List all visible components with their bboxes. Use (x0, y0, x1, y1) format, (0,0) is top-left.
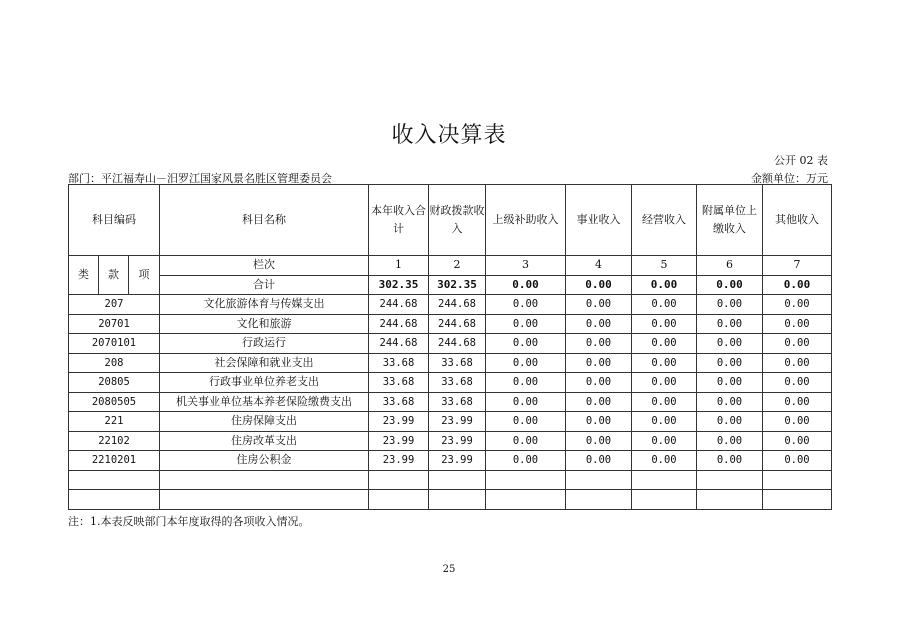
row-name: 住房改革支出 (160, 431, 369, 451)
empty-cell (369, 490, 429, 510)
row-value: 0.00 (566, 314, 632, 334)
row-value: 0.00 (632, 295, 697, 315)
department-label: 部门：平江福寿山－汨罗江国家风景名胜区管理委员会 (68, 172, 332, 185)
row-value: 0.00 (697, 334, 763, 354)
col-num-7: 7 (763, 256, 832, 276)
total-cell: 0.00 (566, 275, 632, 295)
form-number: 公开 02 表 (774, 154, 828, 167)
row-value: 244.68 (429, 334, 486, 354)
col-num-5: 5 (632, 256, 697, 276)
row-value: 0.00 (632, 451, 697, 471)
row-value: 33.68 (369, 373, 429, 393)
row-name: 行政运行 (160, 334, 369, 354)
row-name: 住房保障支出 (160, 412, 369, 432)
row-value: 0.00 (763, 314, 832, 334)
page-title: 收入决算表 (391, 123, 507, 148)
empty-cell (429, 490, 486, 510)
total-cell: 0.00 (632, 275, 697, 295)
empty-cell (429, 470, 486, 490)
col-num-1: 1 (369, 256, 429, 276)
row-value: 33.68 (429, 373, 486, 393)
row-value: 23.99 (429, 451, 486, 471)
row-value: 23.99 (429, 431, 486, 451)
row-value: 0.00 (566, 431, 632, 451)
total-cell: 0.00 (697, 275, 763, 295)
column-label: 栏次 (160, 256, 369, 276)
row-value: 244.68 (429, 314, 486, 334)
header-fiscal: 财政拨款收入 (429, 185, 486, 256)
row-value: 0.00 (566, 295, 632, 315)
row-value: 23.99 (369, 431, 429, 451)
total-cell: 0.00 (486, 275, 566, 295)
empty-cell (632, 470, 697, 490)
total-cell: 302.35 (369, 275, 429, 295)
header-total-income: 本年收入合计 (369, 185, 429, 256)
row-value: 0.00 (697, 353, 763, 373)
footnote: 注：1.本表反映部门本年度取得的各项收入情况。 (68, 515, 310, 528)
header-xiang: 项 (129, 256, 160, 295)
row-name: 社会保障和就业支出 (160, 353, 369, 373)
header-row (69, 185, 832, 256)
table-row (69, 295, 832, 315)
row-value: 0.00 (486, 392, 566, 412)
row-value: 0.00 (566, 451, 632, 471)
row-value: 0.00 (697, 392, 763, 412)
row-value: 23.99 (369, 412, 429, 432)
header-business: 事业收入 (566, 185, 632, 256)
row-value: 244.68 (369, 314, 429, 334)
row-value: 0.00 (486, 373, 566, 393)
header-kuan: 款 (99, 256, 129, 295)
col-num-6: 6 (697, 256, 763, 276)
table-row (69, 353, 832, 373)
column-number-row (69, 256, 832, 276)
row-name: 机关事业单位基本养老保险缴费支出 (160, 392, 369, 412)
row-value: 33.68 (369, 353, 429, 373)
row-name: 文化旅游体育与传媒支出 (160, 295, 369, 315)
empty-row (69, 490, 832, 510)
header-superior-subsidy: 上级补助收入 (486, 185, 566, 256)
row-value: 244.68 (429, 295, 486, 315)
row-value: 0.00 (486, 431, 566, 451)
row-code: 22102 (69, 431, 160, 451)
row-name: 行政事业单位养老支出 (160, 373, 369, 393)
row-value: 0.00 (763, 373, 832, 393)
row-value: 0.00 (486, 314, 566, 334)
header-name: 科目名称 (160, 185, 369, 256)
row-value: 244.68 (369, 334, 429, 354)
row-value: 33.68 (369, 392, 429, 412)
row-value: 0.00 (697, 431, 763, 451)
row-value: 23.99 (429, 412, 486, 432)
row-value: 0.00 (566, 373, 632, 393)
header-lei: 类 (69, 256, 99, 295)
row-value: 0.00 (486, 334, 566, 354)
table-row (69, 314, 832, 334)
col-num-2: 2 (429, 256, 486, 276)
row-value: 0.00 (697, 314, 763, 334)
row-value: 0.00 (566, 353, 632, 373)
row-name: 住房公积金 (160, 451, 369, 471)
empty-cell (763, 490, 832, 510)
row-value: 0.00 (763, 412, 832, 432)
row-value: 0.00 (566, 392, 632, 412)
header-code: 科目编码 (69, 185, 160, 256)
row-value: 0.00 (697, 373, 763, 393)
header-affiliated: 附属单位上缴收入 (697, 185, 763, 256)
row-value: 0.00 (566, 412, 632, 432)
row-code: 2080505 (69, 392, 160, 412)
header-operating: 经营收入 (632, 185, 697, 256)
row-value: 0.00 (632, 373, 697, 393)
row-value: 0.00 (632, 314, 697, 334)
empty-cell (697, 470, 763, 490)
row-code: 221 (69, 412, 160, 432)
empty-cell (632, 490, 697, 510)
empty-cell (69, 470, 160, 490)
header-other: 其他收入 (763, 185, 832, 256)
empty-cell (69, 490, 160, 510)
total-cell: 302.35 (429, 275, 486, 295)
row-value: 0.00 (763, 353, 832, 373)
row-value: 0.00 (632, 412, 697, 432)
row-value: 244.68 (369, 295, 429, 315)
empty-cell (160, 490, 369, 510)
row-value: 0.00 (632, 392, 697, 412)
row-value: 23.99 (369, 451, 429, 471)
row-value: 33.68 (429, 353, 486, 373)
row-value: 0.00 (763, 451, 832, 471)
row-value: 0.00 (486, 353, 566, 373)
empty-row (69, 470, 832, 490)
total-row (69, 275, 832, 295)
income-table (68, 184, 832, 510)
row-value: 0.00 (486, 451, 566, 471)
unit-label: 金额单位：万元 (751, 172, 828, 185)
empty-cell (160, 470, 369, 490)
row-code: 208 (69, 353, 160, 373)
total-label: 合计 (160, 275, 369, 295)
row-value: 0.00 (632, 334, 697, 354)
col-num-3: 3 (486, 256, 566, 276)
table-row (69, 392, 832, 412)
row-value: 0.00 (763, 431, 832, 451)
table-row (69, 451, 832, 471)
row-value: 0.00 (763, 334, 832, 354)
empty-cell (566, 490, 632, 510)
empty-cell (486, 470, 566, 490)
row-code: 20805 (69, 373, 160, 393)
table-row (69, 431, 832, 451)
total-cell: 0.00 (763, 275, 832, 295)
row-value: 0.00 (763, 392, 832, 412)
row-code: 2070101 (69, 334, 160, 354)
row-code: 207 (69, 295, 160, 315)
row-value: 0.00 (697, 412, 763, 432)
row-value: 0.00 (632, 353, 697, 373)
row-code: 2210201 (69, 451, 160, 471)
empty-cell (763, 470, 832, 490)
page-number: 25 (442, 564, 456, 575)
empty-cell (697, 490, 763, 510)
row-value: 0.00 (632, 431, 697, 451)
table-row (69, 334, 832, 354)
row-value: 0.00 (566, 334, 632, 354)
row-value: 0.00 (697, 295, 763, 315)
row-name: 文化和旅游 (160, 314, 369, 334)
row-value: 33.68 (429, 392, 486, 412)
row-value: 0.00 (486, 412, 566, 432)
row-code: 20701 (69, 314, 160, 334)
table-row (69, 412, 832, 432)
col-num-4: 4 (566, 256, 632, 276)
empty-cell (486, 490, 566, 510)
row-value: 0.00 (486, 295, 566, 315)
row-value: 0.00 (763, 295, 832, 315)
row-value: 0.00 (697, 451, 763, 471)
empty-cell (566, 470, 632, 490)
table-row (69, 373, 832, 393)
empty-cell (369, 470, 429, 490)
